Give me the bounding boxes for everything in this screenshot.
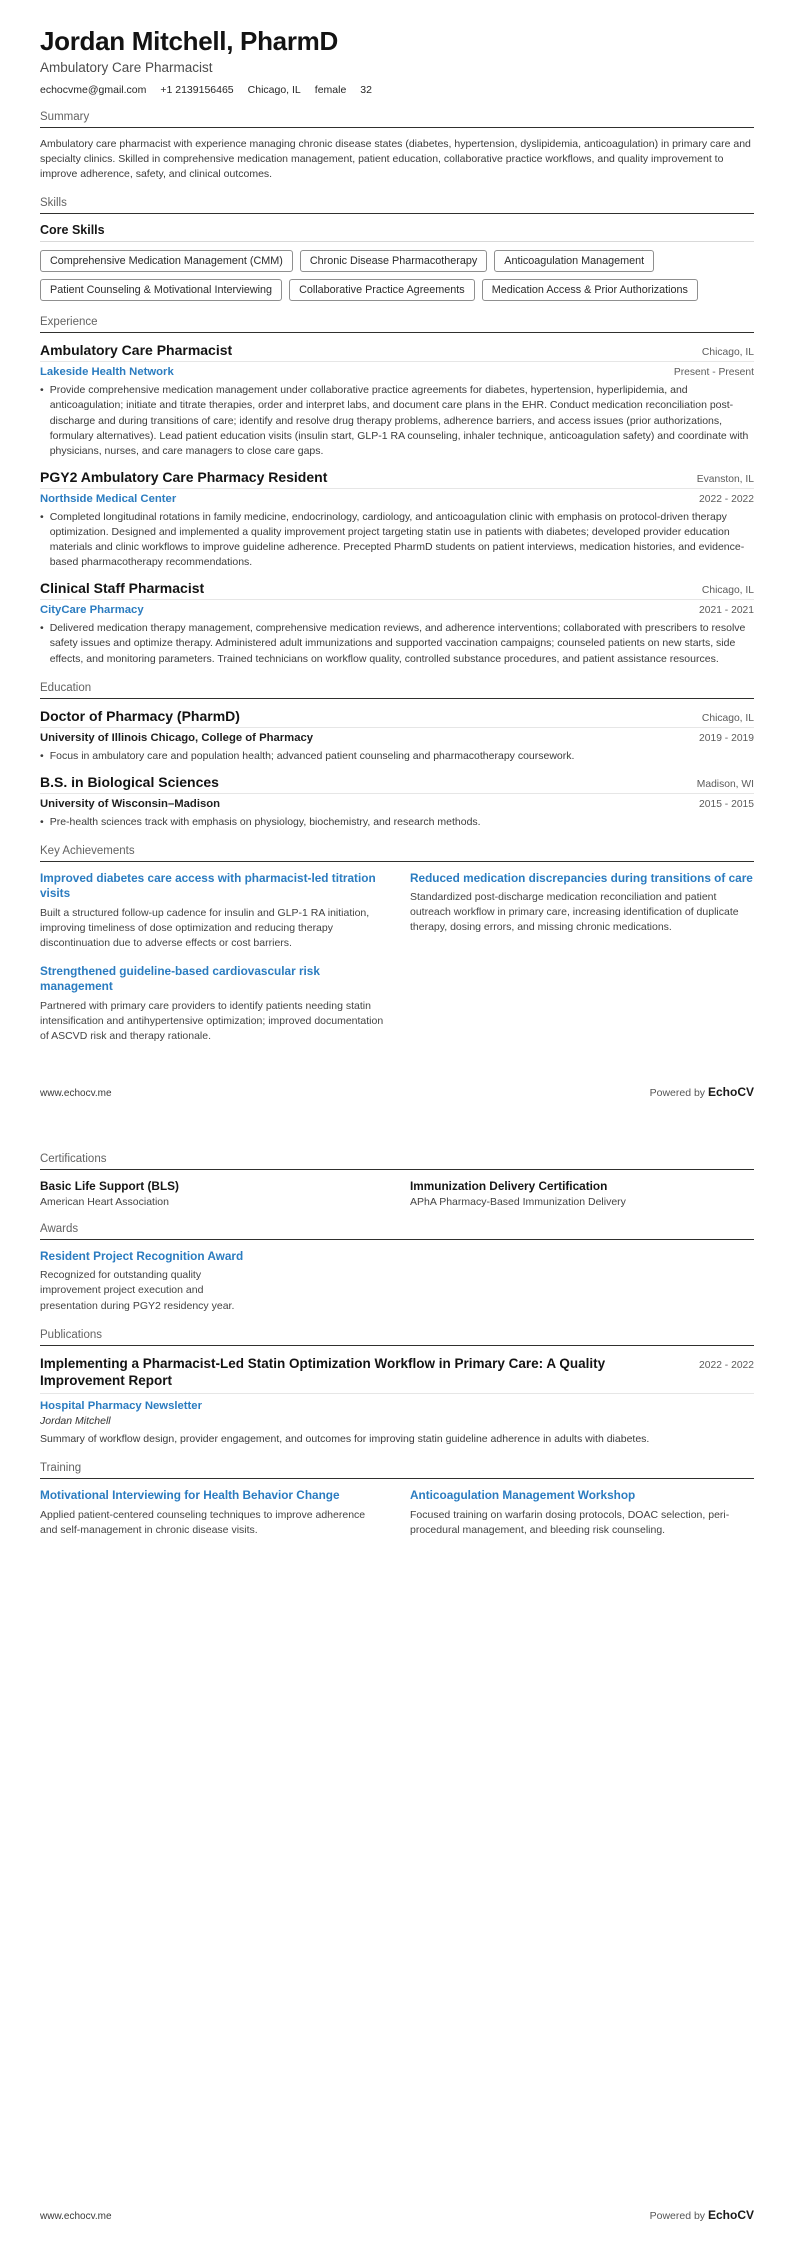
education-heading: Education [40,682,754,699]
degree-title: B.S. in Biological Sciences [40,773,219,790]
company-link[interactable]: Lakeside Health Network [40,366,174,379]
job-location: Evanston, IL [696,473,754,485]
footer-powered-by [650,1085,754,1099]
brand-name: EchoCV [707,1085,754,1099]
job-title: Clinical Staff Pharmacist [40,580,205,597]
skills-group-label: Core Skills [40,223,754,242]
section-awards [40,1223,754,1314]
achievement-item [410,871,754,951]
identity-header [40,26,754,96]
skill-chip: Chronic Disease Pharmacotherapy [300,250,487,272]
footer-site-link[interactable]: www.echocv.me [40,1088,112,1099]
publication-dates: 2022 - 2022 [699,1359,754,1371]
publication-entry-header [40,1355,754,1395]
publication-entry [40,1355,754,1448]
experience-entry-header [40,469,754,489]
skills-heading: Skills [40,197,754,214]
company-link[interactable]: Northside Medical Center [40,492,177,505]
certification-item [410,1179,754,1208]
experience-entry [40,469,754,570]
training-grid [40,1488,754,1538]
experience-entry-subheader [40,366,754,378]
education-entry [40,774,754,830]
job-location: Chicago, IL [701,347,754,359]
summary-heading: Summary [40,111,754,128]
achievement-item [40,964,384,1044]
job-bullet: • Delivered medication therapy management, comprehensive medication reviews, and adherence interventions; collaborated with prescribers to resolve safety issues and optimize therapy. Administered adult immunizations and supported vaccination campaigns; counseled patients on new starts, side effects, and monitoring parameters. Trained technicians on workflow quality, controlled substance procedures, and patient assistance resources. [40,621,754,666]
contact-row [40,84,754,96]
certification-name: Immunization Delivery Certification [410,1179,608,1193]
experience-entry-subheader [40,493,754,505]
contact-email: echocvme@gmail.com [40,84,147,96]
training-item [40,1488,384,1538]
job-location: Chicago, IL [701,585,754,597]
degree-title: Doctor of Pharmacy (PharmD) [40,707,240,724]
school-dates: 2015 - 2015 [699,798,754,810]
job-title: PGY2 Ambulatory Care Pharmacy Resident [40,468,328,485]
summary-text: Ambulatory care pharmacist with experience managing chronic disease states (diabetes, hypertension, dyslipidemia, anticoagulation) in primary care and specialty clinics. Skilled in comprehensive medication management, patient education, collaborative practice workflows, and quality improvement to improve adherence, safety, and clinical outcomes. [40,138,751,181]
achievement-item [40,871,384,951]
brand-name: EchoCV [707,2208,754,2222]
resume-page-2 [0,1123,794,2246]
skill-chip: Comprehensive Medication Management (CMM) [40,250,293,272]
achievement-text: Partnered with primary care providers to identify patients needing statin intensification and antihypertensive optimization; improved documentation of ASCVD risk and therapy rationale. [40,999,384,1042]
certifications-heading: Certifications [40,1153,754,1170]
person-name: Jordan Mitchell, PharmD [40,26,338,56]
job-bullet: • Completed longitudinal rotations in family medicine, endocrinology, cardiology, and anticoagulation clinic with emphasis on protocol-driven therapy optimization. Designed and implemented a quality improvement project targeting statin use in patients with diabetes; developed provider education materials and clinic workflows to improve guideline adherence. Precepted PharmD students on patient interviews, medication histories, and evidence-based pharmacotherapy recommendations. [40,510,754,570]
footer-powered-by [650,2208,754,2222]
page-footer [40,1085,754,1099]
contact-gender: female [314,84,347,96]
achievement-text: Standardized post-discharge medication reconciliation and patient outreach workflow in primary care, increasing identification of duplicate therapy, dosing errors, and missing chronic medications. [410,891,739,934]
awards-grid [40,1249,754,1314]
job-dates: 2022 - 2022 [699,493,754,505]
certification-issuer: American Heart Association [40,1196,169,1208]
section-education [40,682,754,830]
section-training [40,1462,754,1538]
job-dates: Present - Present [673,367,754,379]
achievement-title[interactable]: Reduced medication discrepancies during transitions of care [410,870,753,885]
achievements-grid [40,871,754,1044]
powered-by-label: Powered by [649,1087,706,1099]
training-item [410,1488,754,1538]
footer-site-link[interactable]: www.echocv.me [40,2211,112,2222]
certification-name: Basic Life Support (BLS) [40,1179,179,1193]
certification-item [40,1179,384,1208]
school-dates: 2019 - 2019 [699,732,754,744]
experience-entry [40,342,754,459]
school-location: Madison, WI [696,778,754,790]
section-key-achievements [40,845,754,1044]
experience-heading: Experience [40,316,754,333]
training-text: Applied patient-centered counseling techniques to improve adherence and self-management in chronic disease visits. [40,1508,366,1536]
education-entry-subheader [40,798,754,810]
experience-entry-subheader [40,604,754,616]
award-title[interactable]: Resident Project Recognition Award [40,1249,244,1263]
training-title[interactable]: Anticoagulation Management Workshop [410,1488,636,1503]
key-achievements-heading: Key Achievements [40,845,754,862]
contact-phone: +1 2139156465 [160,84,234,96]
person-job-title: Ambulatory Care Pharmacist [40,60,213,75]
publication-summary: Summary of workflow design, provider engagement, and outcomes for improving statin guideline adherence in adults with diabetes. [40,1433,650,1446]
section-publications [40,1329,754,1448]
page-footer [40,2208,754,2222]
job-bullet: • Provide comprehensive medication management under collaborative practice agreements for diabetes, hypertension, hyperlipidemia, and anticoagulation; initiate and titrate therapies, order and interpret labs, and document care plans in the EHR. Conduct medication reconciliation post-discharge and during transitions of care; identify and resolve drug therapy problems, adherence barriers, and access issues (prior authorizations, formulary alternatives). Lead patient education visits (insulin start, GLP-1 RA counseling, inhaler technique, anticoagulation safety) and coordinate with physicians, nurses, and care managers to close care gaps. [40,383,754,459]
skill-chip: Collaborative Practice Agreements [289,279,475,301]
achievement-title[interactable]: Strengthened guideline-based cardiovascular risk management [40,963,320,994]
job-dates: 2021 - 2021 [699,605,754,617]
education-bullet: • Pre-health sciences track with emphasis on physiology, biochemistry, and research methods. [40,815,754,830]
certifications-grid [40,1179,754,1208]
company-link[interactable]: CityCare Pharmacy [40,604,144,617]
publication-authors: Jordan Mitchell [40,1415,111,1428]
publications-heading: Publications [40,1329,754,1346]
section-certifications [40,1153,754,1208]
section-experience [40,316,754,666]
school-name: University of Illinois Chicago, College of Pharmacy [40,731,314,744]
education-bullet: • Focus in ambulatory care and population health; advanced patient counseling and pharmacotherapy coursework. [40,749,754,764]
training-heading: Training [40,1462,754,1479]
achievement-title[interactable]: Improved diabetes care access with pharmacist-led titration visits [40,870,376,901]
education-entry-header [40,774,754,794]
skills-chip-list [40,250,754,301]
contact-age: 32 [360,84,372,96]
training-title[interactable]: Motivational Interviewing for Health Behavior Change [40,1488,340,1503]
awards-heading: Awards [40,1223,754,1240]
award-text: Recognized for outstanding quality improvement project execution and presentation during PGY2 residency year. [40,1269,235,1312]
job-title: Ambulatory Care Pharmacist [40,342,233,359]
certification-issuer: APhA Pharmacy-Based Immunization Delivery [410,1196,626,1208]
school-location: Chicago, IL [701,712,754,724]
experience-entry-header [40,342,754,362]
school-name: University of Wisconsin–Madison [40,797,221,810]
skill-chip: Anticoagulation Management [494,250,654,272]
publication-title: Implementing a Pharmacist-Led Statin Optimization Workflow in Primary Care: A Quality Improvement Report [40,1355,606,1389]
contact-location: Chicago, IL [247,84,301,96]
education-entry-subheader [40,732,754,744]
skill-chip: Medication Access & Prior Authorizations [482,279,698,301]
section-summary [40,111,754,182]
experience-entry-header [40,580,754,600]
achievement-text: Built a structured follow-up cadence for insulin and GLP-1 RA initiation, improving timeliness of dose optimization and reducing therapy discontinuation due to adverse effects or cost barriers. [40,906,370,949]
experience-entry [40,580,754,666]
training-text: Focused training on warfarin dosing protocols, DOAC selection, peri-procedural management, and bleeding risk counseling. [410,1508,730,1536]
education-entry-header [40,708,754,728]
powered-by-label: Powered by [649,2210,706,2222]
award-item [40,1249,261,1314]
section-skills [40,197,754,301]
publication-journal-link[interactable]: Hospital Pharmacy Newsletter [40,1400,202,1413]
skill-chip: Patient Counseling & Motivational Interviewing [40,279,282,301]
education-entry [40,708,754,764]
